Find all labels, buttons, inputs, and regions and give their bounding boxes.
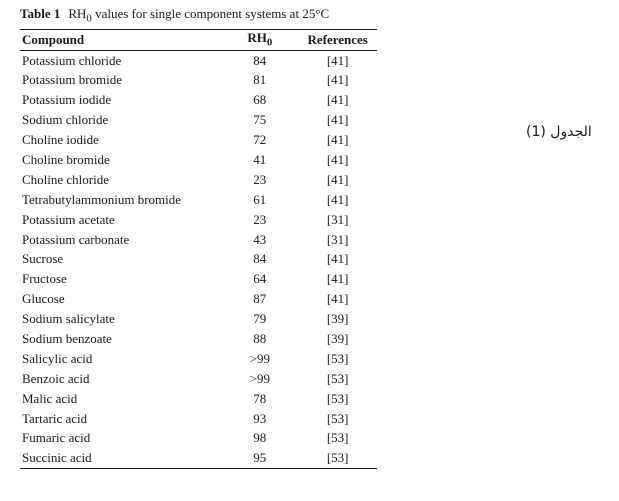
- caption-text-rh: RH: [68, 6, 87, 21]
- reference-cell: [41]: [326, 171, 349, 187]
- header-rh-subscript: 0: [266, 36, 273, 49]
- rh-value-cell: 95: [253, 450, 267, 466]
- rh-value-cell: 41: [253, 151, 267, 167]
- table-row: [20, 110, 377, 130]
- rh-values-table: [20, 29, 377, 470]
- table-row: [20, 429, 377, 449]
- compound-cell: Potassium bromide: [22, 72, 123, 88]
- table-row: [20, 190, 377, 210]
- reference-cell: [39]: [326, 331, 349, 346]
- table-row: [20, 90, 377, 110]
- table-row: [20, 289, 377, 309]
- rh-value-cell: 23: [253, 171, 267, 187]
- table-row: [20, 369, 377, 389]
- reference-cell: [53]: [326, 450, 349, 466]
- rh-value-cell: >99: [249, 370, 270, 386]
- rh-value-cell: 87: [253, 291, 267, 307]
- reference-cell: [41]: [326, 251, 349, 267]
- table-row: [20, 329, 377, 349]
- compound-cell: Potassium chloride: [22, 52, 122, 68]
- compound-cell: Potassium acetate: [22, 211, 115, 227]
- compound-cell: Choline bromide: [22, 151, 110, 167]
- reference-cell: [41]: [326, 191, 349, 207]
- rh-value-cell: 64: [253, 271, 267, 287]
- compound-cell: Sodium salicylate: [22, 311, 115, 327]
- header-references: References: [298, 29, 377, 50]
- table-row: [20, 210, 377, 230]
- table-row: [20, 409, 377, 429]
- compound-cell: Glucose: [22, 291, 65, 307]
- rh-value-cell: 88: [253, 331, 267, 346]
- header-rh: [221, 29, 298, 50]
- rh-value-cell: 93: [253, 410, 267, 426]
- table-row: [20, 70, 377, 90]
- rh-value-cell: 68: [253, 92, 267, 108]
- header-compound: Compound: [20, 29, 221, 50]
- table-row: [20, 389, 377, 409]
- reference-cell: [41]: [326, 72, 349, 88]
- reference-cell: [41]: [326, 151, 349, 167]
- rh-value-cell: 79: [253, 311, 267, 327]
- rh-value-cell: 84: [253, 251, 267, 267]
- compound-cell: Tetrabutylammonium bromide: [22, 191, 182, 207]
- rh-value-cell: 98: [253, 430, 267, 446]
- table-row: [20, 309, 377, 329]
- table-row: [20, 448, 377, 468]
- caption-subscript: 0: [86, 12, 92, 25]
- rh-value-cell: 72: [253, 132, 267, 148]
- rh-value-cell: 43: [253, 231, 267, 247]
- table-caption: [20, 6, 377, 27]
- reference-cell: [53]: [326, 410, 349, 426]
- document-table-figure: [20, 6, 377, 469]
- compound-cell: Potassium carbonate: [22, 231, 130, 247]
- reference-cell: [41]: [326, 291, 349, 307]
- table-row: [20, 349, 377, 369]
- table-header-row: [20, 29, 377, 50]
- reference-cell: [41]: [326, 112, 349, 128]
- compound-cell: Sodium benzoate: [22, 331, 112, 346]
- arabic-table-label: الجدول (1): [526, 124, 592, 140]
- rh-value-cell: 78: [253, 390, 267, 406]
- compound-cell: Fructose: [22, 271, 67, 287]
- reference-cell: [53]: [326, 370, 349, 386]
- compound-cell: Benzoic acid: [22, 370, 90, 386]
- compound-cell: Malic acid: [22, 390, 78, 406]
- compound-cell: Tartaric acid: [22, 410, 88, 426]
- table-row: [20, 230, 377, 250]
- rh-value-cell: 75: [253, 112, 267, 128]
- reference-cell: [41]: [326, 52, 349, 68]
- table-body: [20, 50, 377, 469]
- reference-cell: [41]: [326, 92, 349, 108]
- table-row: [20, 269, 377, 289]
- compound-cell: Choline iodide: [22, 132, 99, 148]
- caption-text-rest: values for single component systems at 25°C: [91, 6, 330, 21]
- reference-cell: [53]: [326, 430, 349, 446]
- compound-cell: Salicylic acid: [22, 350, 93, 366]
- table-row: [20, 150, 377, 170]
- rh-value-cell: 84: [253, 52, 267, 68]
- table-row: [20, 130, 377, 150]
- rh-value-cell: >99: [249, 350, 270, 366]
- reference-cell: [41]: [326, 132, 349, 148]
- rh-value-cell: 61: [253, 191, 267, 207]
- compound-cell: Choline chloride: [22, 171, 110, 187]
- table-number: Table 1: [20, 6, 61, 21]
- compound-cell: Sodium chloride: [22, 112, 109, 128]
- reference-cell: [53]: [326, 390, 349, 406]
- compound-cell: Sucrose: [22, 251, 64, 267]
- rh-value-cell: 23: [253, 211, 267, 227]
- reference-cell: [41]: [326, 271, 349, 287]
- reference-cell: [39]: [326, 311, 349, 327]
- table-row: [20, 50, 377, 70]
- compound-cell: Succinic acid: [22, 450, 92, 466]
- table-row: [20, 170, 377, 190]
- header-rh-text: RH: [247, 30, 267, 46]
- reference-cell: [53]: [326, 350, 349, 366]
- reference-cell: [31]: [326, 231, 349, 247]
- table-row: [20, 250, 377, 270]
- rh-value-cell: 81: [253, 72, 267, 88]
- reference-cell: [31]: [326, 211, 349, 227]
- compound-cell: Potassium iodide: [22, 92, 112, 108]
- compound-cell: Fumaric acid: [22, 430, 91, 446]
